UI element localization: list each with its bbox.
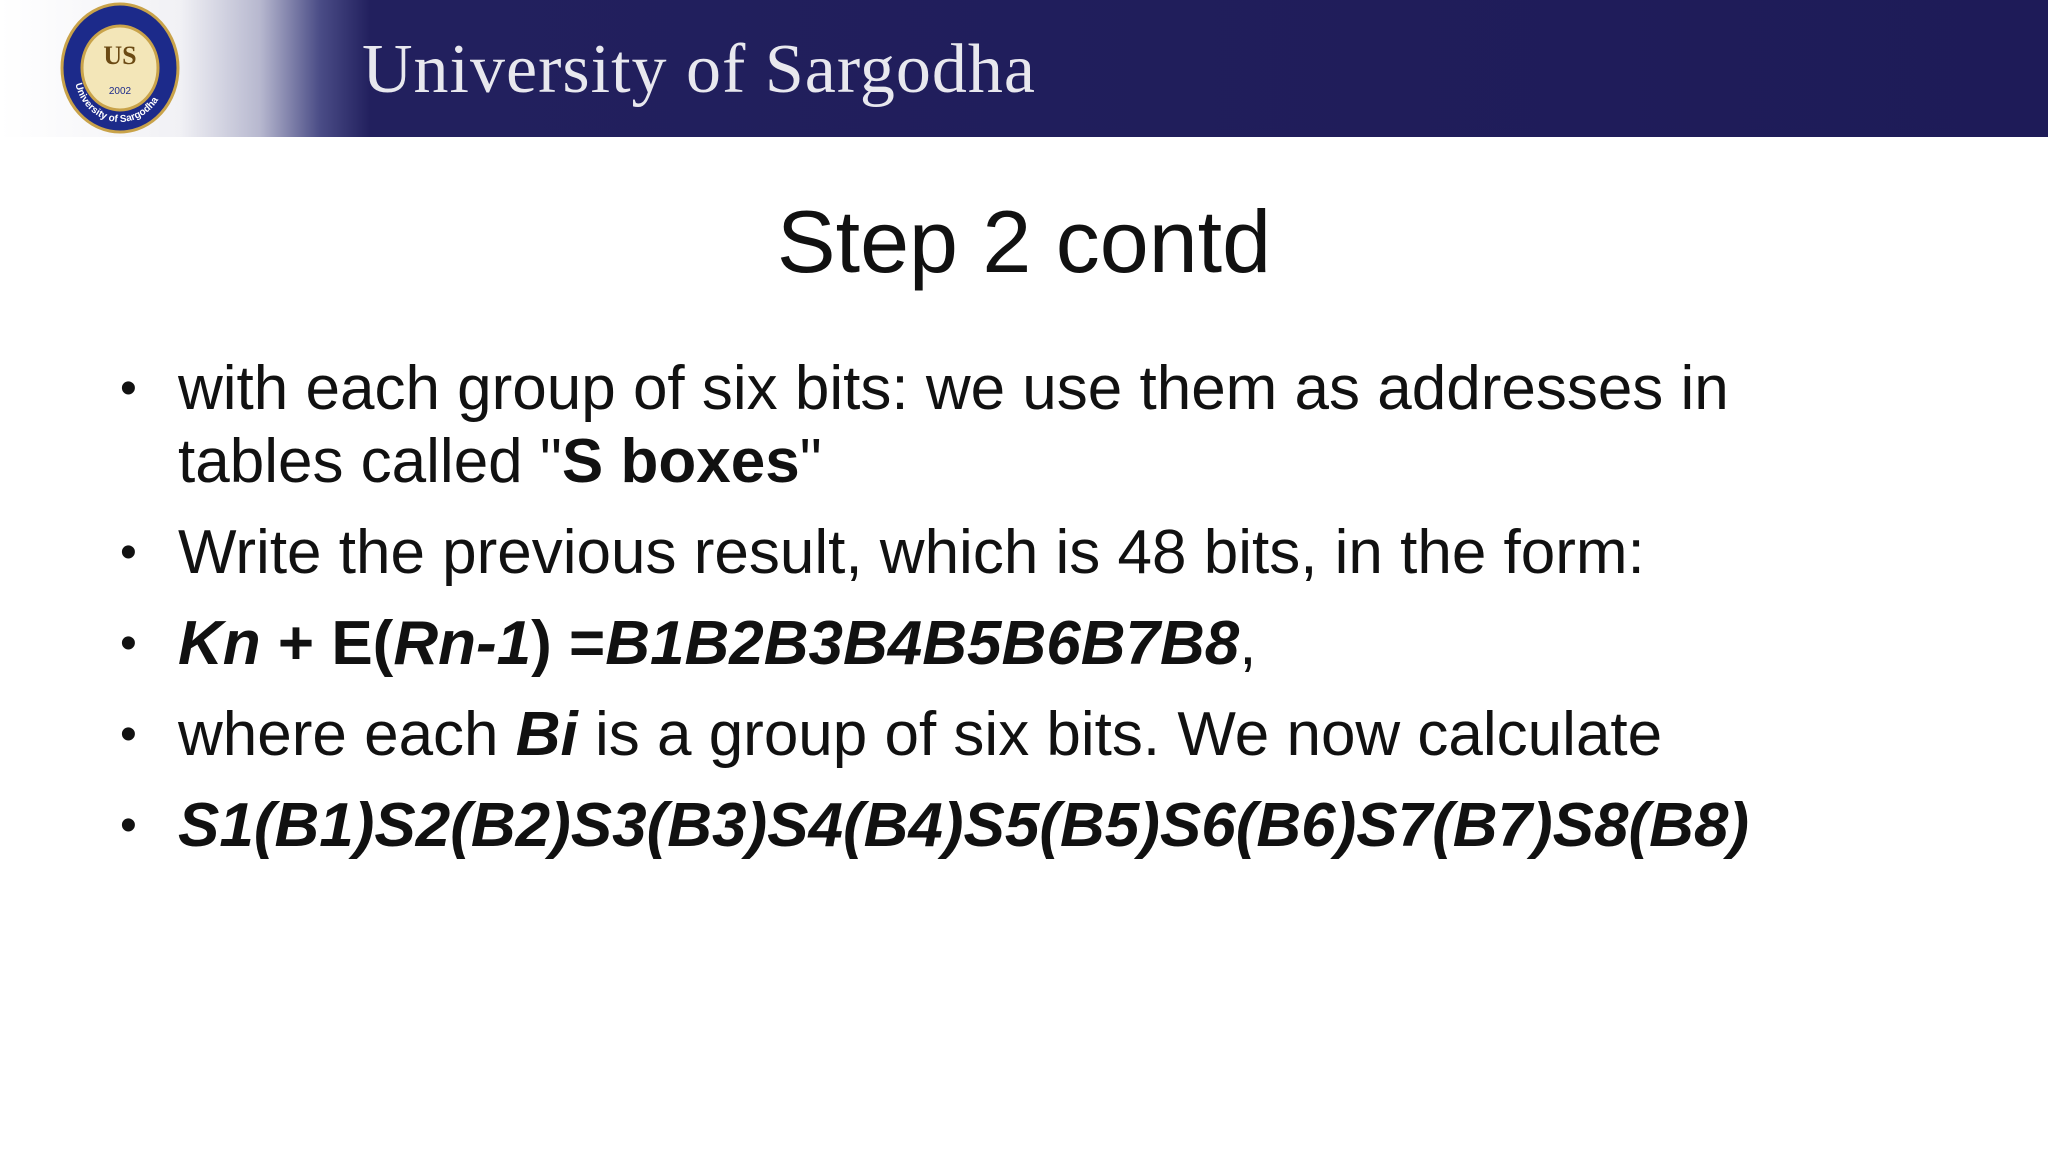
bullet-item — [120, 789, 2020, 862]
header-banner — [0, 0, 2048, 137]
university-logo — [60, 2, 180, 134]
bullet-dot: • — [120, 526, 137, 579]
formula-plus-e: + E( — [260, 609, 394, 678]
logo-year: 2002 — [108, 86, 132, 97]
logo-monogram: US — [103, 41, 137, 70]
bullet-dot: • — [120, 617, 137, 670]
bullet-text: tables called " — [178, 427, 562, 496]
sbox-formula: S1(B1)S2(B2)S3(B3)S4(B4)S5(B5)S6(B6)S7(B7)S8(B8) — [178, 791, 1750, 860]
bullet-text: with each group of six bits: we use them as addresses in — [178, 354, 1729, 423]
bullet-dot: • — [120, 708, 137, 761]
s-boxes-term: S boxes — [561, 427, 800, 496]
bullet-item — [120, 698, 2020, 771]
bullet-text: Write the previous result, which is 48 bits, in the form: — [178, 518, 1645, 587]
logo-ring-text: University of Sargodha — [72, 81, 161, 126]
bullet-text: " — [799, 427, 822, 496]
bullet-text: is a group of six bits. We now calculate — [577, 700, 1663, 769]
slide-title: Step 2 contd — [776, 192, 1272, 291]
formula-bi: Bi — [515, 700, 578, 769]
formula-kn: Kn — [178, 609, 261, 678]
bullet-dot: • — [120, 799, 137, 852]
bullet-text: where each — [178, 700, 516, 769]
formula-comma: , — [1239, 609, 1257, 678]
formula-rn: Rn-1 — [393, 609, 532, 678]
banner-title: University of Sargodha — [362, 31, 1036, 108]
formula-blocks: B1B2B3B4B5B6B7B8 — [605, 609, 1240, 678]
formula-close-eq: ) = — [531, 609, 606, 678]
bullet-item — [120, 607, 2020, 680]
bullet-item — [120, 352, 2020, 498]
bullet-dot: • — [120, 362, 137, 415]
bullet-list — [120, 352, 2020, 880]
bullet-item — [120, 516, 2020, 589]
